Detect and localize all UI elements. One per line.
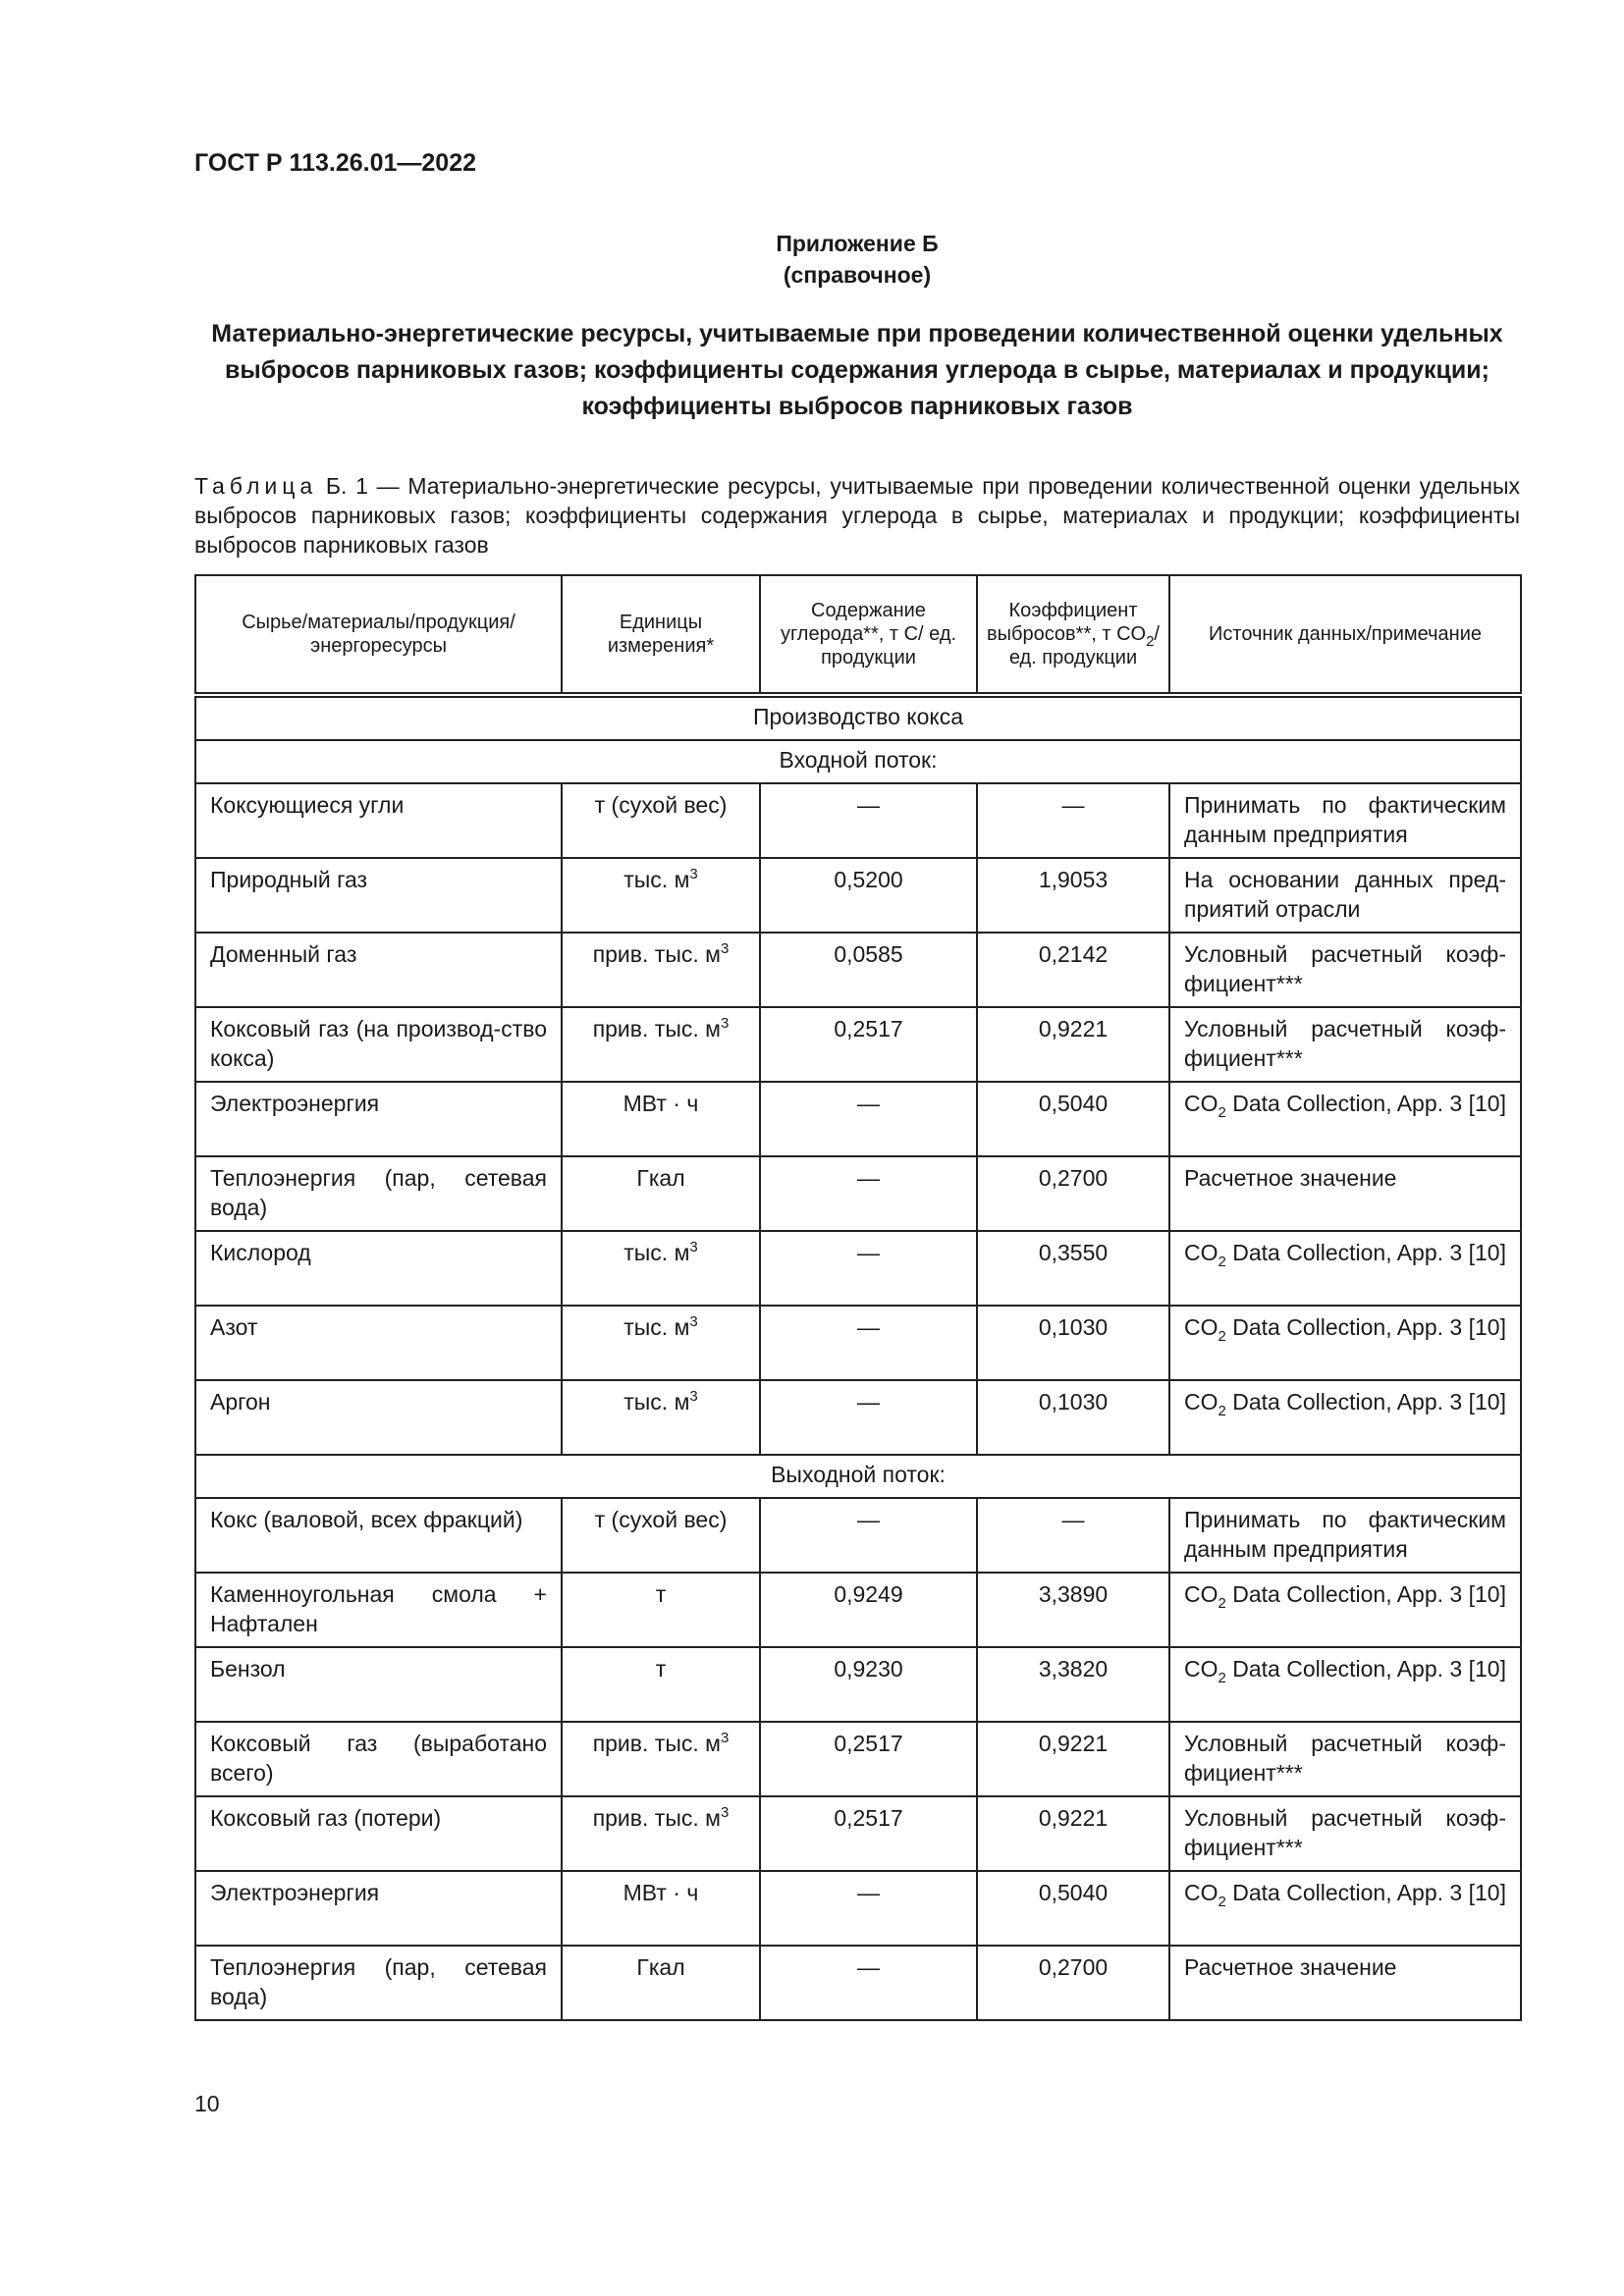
source-cell bbox=[1169, 1306, 1521, 1380]
source-pre: CO bbox=[1184, 1389, 1218, 1415]
coefficient-cell: 0,1030 bbox=[977, 1306, 1169, 1380]
unit-cell bbox=[562, 933, 760, 1007]
unit-text: Гкал bbox=[636, 1954, 685, 1980]
coefficient-cell: 0,2700 bbox=[977, 1156, 1169, 1231]
source-text: Расчетное значение bbox=[1184, 1954, 1397, 1980]
source-text: На основании данных пред-приятий отрасли bbox=[1184, 867, 1506, 922]
unit-text: т bbox=[655, 1656, 667, 1682]
unit-text: тыс. м bbox=[623, 1389, 690, 1415]
material-cell: Природный газ bbox=[195, 858, 562, 933]
source-text: Data Collection, App. 3 [10] bbox=[1225, 1240, 1506, 1265]
carbon-cell: 0,2517 bbox=[760, 1796, 977, 1871]
table-caption bbox=[194, 471, 1520, 560]
source-text: Data Collection, App. 3 [10] bbox=[1225, 1314, 1506, 1340]
unit-text: МВт · ч bbox=[623, 1880, 699, 1905]
source-sub: 2 bbox=[1218, 1328, 1226, 1345]
column-header-units: Единицы измерения* bbox=[562, 575, 760, 695]
table-row bbox=[195, 1231, 1521, 1306]
unit-sup: 3 bbox=[689, 1388, 698, 1405]
table-row bbox=[195, 1722, 1521, 1796]
coefficient-cell: 3,3820 bbox=[977, 1647, 1169, 1722]
unit-text: прив. тыс. м bbox=[592, 1805, 721, 1831]
carbon-cell: — bbox=[760, 1082, 977, 1156]
source-text: Принимать по фактическим данным предприятия bbox=[1184, 1507, 1506, 1562]
source-text: Условный расчетный коэф-фициент*** bbox=[1184, 1731, 1506, 1786]
coef-header-post: /ед. продукции bbox=[1008, 623, 1160, 668]
group-row bbox=[195, 740, 1521, 783]
carbon-cell: 0,0585 bbox=[760, 933, 977, 1007]
source-text: Принимать по фактическим данным предприятия bbox=[1184, 792, 1506, 847]
unit-text: т bbox=[655, 1581, 667, 1607]
material-cell: Коксовый газ (потери) bbox=[195, 1796, 562, 1871]
unit-text: МВт · ч bbox=[623, 1091, 699, 1116]
source-pre: CO bbox=[1184, 1091, 1218, 1116]
coefficient-cell: 0,9221 bbox=[977, 1722, 1169, 1796]
source-cell bbox=[1169, 1380, 1521, 1455]
unit-sup: 3 bbox=[689, 1239, 698, 1255]
appendix-title: Материально-энергетические ресурсы, учитываемые при проведении количественной оценки удельных выбросов парниковых газов; коэффициенты содержания углерода в сырье, материалах и продукции; коэффициенты выбросов парниковых газов bbox=[211, 320, 1503, 420]
unit-cell bbox=[562, 1573, 760, 1647]
carbon-cell: — bbox=[760, 1871, 977, 1946]
coef-header-pre: Коэффициент выбросов**, т CO bbox=[987, 600, 1147, 645]
caption-prefix: Таблица bbox=[194, 473, 318, 499]
coefficient-cell: — bbox=[977, 1498, 1169, 1573]
unit-cell bbox=[562, 1007, 760, 1082]
table-row bbox=[195, 1007, 1521, 1082]
unit-text: тыс. м bbox=[623, 1314, 690, 1340]
source-sub: 2 bbox=[1218, 1254, 1226, 1270]
material-cell: Коксовый газ (на производ-ство кокса) bbox=[195, 1007, 562, 1082]
coefficient-cell: 0,5040 bbox=[977, 1082, 1169, 1156]
source-sub: 2 bbox=[1218, 1595, 1226, 1612]
carbon-cell: 0,9230 bbox=[760, 1647, 977, 1722]
source-text: Data Collection, App. 3 [10] bbox=[1225, 1880, 1506, 1905]
source-cell bbox=[1169, 1156, 1521, 1231]
coefficient-cell: 3,3890 bbox=[977, 1573, 1169, 1647]
source-cell bbox=[1169, 1498, 1521, 1573]
coefficient-cell: 0,5040 bbox=[977, 1871, 1169, 1946]
source-text: Data Collection, App. 3 [10] bbox=[1225, 1389, 1506, 1415]
caption-text: Б. 1 — Материально-энергетические ресурсы, учитываемые при проведении количественной оценки удельных выбросов парниковых газов; коэффициенты содержания углерода в сырье, материалах и продукции; коэффициенты выбросов парниковых газов bbox=[194, 473, 1520, 558]
carbon-cell: — bbox=[760, 1498, 977, 1573]
carbon-cell: — bbox=[760, 1306, 977, 1380]
coefficient-cell: 0,9221 bbox=[977, 1007, 1169, 1082]
document-id: ГОСТ Р 113.26.01—2022 bbox=[194, 149, 477, 177]
source-text: Условный расчетный коэф-фициент*** bbox=[1184, 941, 1506, 996]
unit-sup: 3 bbox=[720, 1015, 730, 1032]
material-cell: Доменный газ bbox=[195, 933, 562, 1007]
table-header-row bbox=[195, 575, 1521, 695]
coefficient-cell: 0,2700 bbox=[977, 1946, 1169, 2020]
material-cell: Кислород bbox=[195, 1231, 562, 1306]
source-sub: 2 bbox=[1218, 1670, 1226, 1686]
table-row bbox=[195, 1306, 1521, 1380]
carbon-cell: — bbox=[760, 1156, 977, 1231]
column-header-coefficient bbox=[977, 575, 1169, 695]
source-sub: 2 bbox=[1218, 1894, 1226, 1910]
material-cell: Теплоэнергия (пар, сетевая вода) bbox=[195, 1946, 562, 2020]
table-row bbox=[195, 1156, 1521, 1231]
unit-text: т (сухой вес) bbox=[594, 1507, 728, 1532]
coefficient-cell: 0,2142 bbox=[977, 933, 1169, 1007]
carbon-cell: 0,2517 bbox=[760, 1007, 977, 1082]
appendix-label: Приложение Б bbox=[776, 231, 939, 256]
unit-cell bbox=[562, 858, 760, 933]
material-cell: Теплоэнергия (пар, сетевая вода) bbox=[195, 1156, 562, 1231]
coefficient-cell: 1,9053 bbox=[977, 858, 1169, 933]
unit-cell bbox=[562, 1380, 760, 1455]
source-text: Data Collection, App. 3 [10] bbox=[1225, 1656, 1506, 1682]
material-cell: Бензол bbox=[195, 1647, 562, 1722]
material-cell: Коксовый газ (выработано всего) bbox=[195, 1722, 562, 1796]
source-cell bbox=[1169, 1231, 1521, 1306]
table-row bbox=[195, 1946, 1521, 2020]
material-cell: Электроэнергия bbox=[195, 1082, 562, 1156]
resources-table bbox=[194, 574, 1522, 2021]
material-cell: Электроэнергия bbox=[195, 1871, 562, 1946]
material-cell: Аргон bbox=[195, 1380, 562, 1455]
unit-cell bbox=[562, 1871, 760, 1946]
table-row bbox=[195, 1082, 1521, 1156]
unit-cell bbox=[562, 1946, 760, 2020]
unit-cell bbox=[562, 1082, 760, 1156]
source-cell bbox=[1169, 1573, 1521, 1647]
carbon-cell: 0,9249 bbox=[760, 1573, 977, 1647]
section-row bbox=[195, 695, 1521, 740]
group-row bbox=[195, 1455, 1521, 1498]
unit-cell bbox=[562, 1498, 760, 1573]
table-row bbox=[195, 1573, 1521, 1647]
coef-header-sub: 2 bbox=[1146, 633, 1155, 650]
coefficient-cell: 0,1030 bbox=[977, 1380, 1169, 1455]
carbon-cell: 0,2517 bbox=[760, 1722, 977, 1796]
source-cell bbox=[1169, 1007, 1521, 1082]
unit-sup: 3 bbox=[689, 866, 698, 882]
unit-text: прив. тыс. м bbox=[592, 1731, 721, 1756]
table-row bbox=[195, 1871, 1521, 1946]
table-row bbox=[195, 1796, 1521, 1871]
unit-cell bbox=[562, 1231, 760, 1306]
coefficient-cell: 0,3550 bbox=[977, 1231, 1169, 1306]
material-cell: Азот bbox=[195, 1306, 562, 1380]
carbon-cell: — bbox=[760, 783, 977, 858]
source-text: Условный расчетный коэф-фициент*** bbox=[1184, 1016, 1506, 1071]
material-cell: Кокс (валовой, всех фракций) bbox=[195, 1498, 562, 1573]
table-row bbox=[195, 1498, 1521, 1573]
page-number: 10 bbox=[194, 2091, 220, 2116]
source-cell bbox=[1169, 1871, 1521, 1946]
section-title: Производство кокса bbox=[195, 695, 1521, 740]
source-cell bbox=[1169, 1647, 1521, 1722]
table-row bbox=[195, 933, 1521, 1007]
source-cell bbox=[1169, 933, 1521, 1007]
unit-cell bbox=[562, 1156, 760, 1231]
source-pre: CO bbox=[1184, 1314, 1218, 1340]
source-pre: CO bbox=[1184, 1880, 1218, 1905]
source-sub: 2 bbox=[1218, 1403, 1226, 1419]
source-text: Расчетное значение bbox=[1184, 1165, 1397, 1191]
column-header-material: Сырье/материалы/продукция/ энергоресурсы bbox=[195, 575, 562, 695]
unit-cell bbox=[562, 1647, 760, 1722]
appendix-heading bbox=[194, 228, 1520, 291]
source-pre: CO bbox=[1184, 1656, 1218, 1682]
column-header-carbon: Содержание углерода**, т С/ ед. продукции bbox=[760, 575, 977, 695]
unit-text: тыс. м bbox=[623, 867, 690, 892]
coefficient-cell: — bbox=[977, 783, 1169, 858]
carbon-cell: — bbox=[760, 1380, 977, 1455]
source-cell bbox=[1169, 783, 1521, 858]
unit-sup: 3 bbox=[720, 940, 730, 957]
unit-text: Гкал bbox=[636, 1165, 685, 1191]
table-row bbox=[195, 783, 1521, 858]
unit-sup: 3 bbox=[689, 1313, 698, 1330]
unit-cell bbox=[562, 1722, 760, 1796]
source-text: Условный расчетный коэф-фициент*** bbox=[1184, 1805, 1506, 1860]
unit-text: тыс. м bbox=[623, 1240, 690, 1265]
coefficient-cell: 0,9221 bbox=[977, 1796, 1169, 1871]
appendix-type: (справочное) bbox=[783, 262, 932, 288]
unit-text: т (сухой вес) bbox=[594, 792, 728, 818]
source-text: Data Collection, App. 3 [10] bbox=[1225, 1091, 1506, 1116]
unit-cell bbox=[562, 1796, 760, 1871]
unit-cell bbox=[562, 1306, 760, 1380]
unit-cell bbox=[562, 783, 760, 858]
unit-sup: 3 bbox=[720, 1804, 730, 1821]
table-row bbox=[195, 1647, 1521, 1722]
unit-sup: 3 bbox=[720, 1730, 730, 1746]
column-header-source: Источник данных/примечание bbox=[1169, 575, 1521, 695]
source-cell bbox=[1169, 1796, 1521, 1871]
material-cell: Каменноугольная смола + Нафтален bbox=[195, 1573, 562, 1647]
source-cell bbox=[1169, 858, 1521, 933]
source-cell bbox=[1169, 1082, 1521, 1156]
carbon-cell: 0,5200 bbox=[760, 858, 977, 933]
source-sub: 2 bbox=[1218, 1104, 1226, 1121]
carbon-cell: — bbox=[760, 1946, 977, 2020]
unit-text: прив. тыс. м bbox=[592, 941, 721, 967]
source-pre: CO bbox=[1184, 1240, 1218, 1265]
carbon-cell: — bbox=[760, 1231, 977, 1306]
source-cell bbox=[1169, 1722, 1521, 1796]
group-label: Выходной поток: bbox=[195, 1455, 1521, 1498]
table-row bbox=[195, 1380, 1521, 1455]
table-row bbox=[195, 858, 1521, 933]
group-label: Входной поток: bbox=[195, 740, 1521, 783]
unit-text: прив. тыс. м bbox=[592, 1016, 721, 1041]
source-text: Data Collection, App. 3 [10] bbox=[1225, 1581, 1506, 1607]
source-cell bbox=[1169, 1946, 1521, 2020]
source-pre: CO bbox=[1184, 1581, 1218, 1607]
material-cell: Коксующиеся угли bbox=[195, 783, 562, 858]
